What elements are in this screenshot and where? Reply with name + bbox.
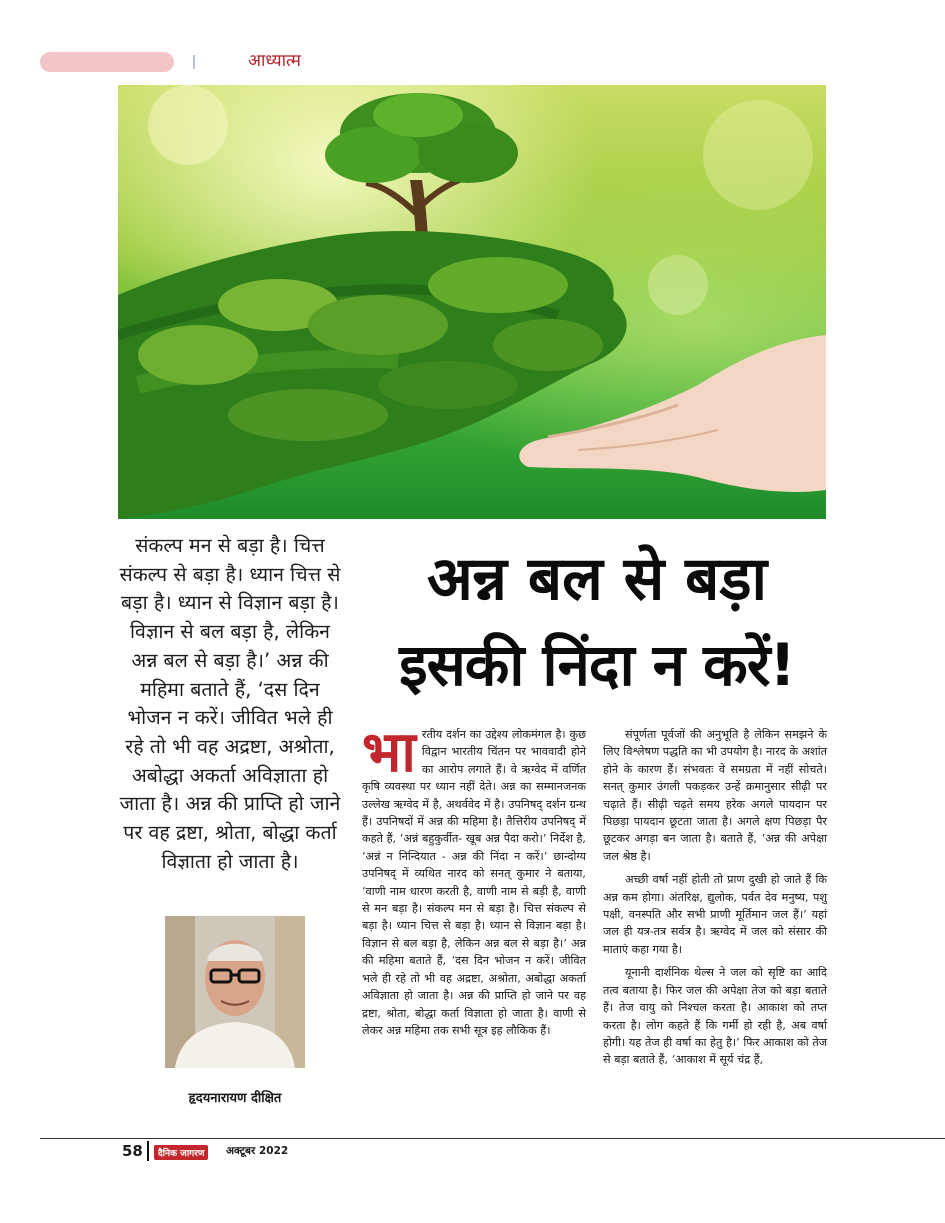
drop-cap: भा (362, 720, 416, 785)
hero-illustration (118, 85, 826, 519)
author-name: हृदयनारायण दीक्षित (188, 1091, 282, 1106)
paragraph-text: रतीय दर्शन का उद्देश्य लोकमंगल है। कुछ विद्वान भारतीय चिंतन पर भाववादी होने का आरोप लगाते हैं। वे ऋग्वेद में वर्णित कृषि व्यवस्था पर ध्यान नहीं देते। अन्न का सम्मानजनक उल्लेख ऋग्वेद में है, अथर्ववेद में है। उपनिषद् दर्शन ग्रन्थ हैं। उपनिषदों में अन्न की महिमा है। तैत्तिरीय उपनिषद् में कहते हैं, ‘अन्नं बहुकुर्वीत- खूब अन्न पैदा करो।’ निर्देश है, ‘अन्नं न निन्दियात - अन्न की निंदा न करें।’ छान्दोग्य उपनिषद् में व्यथित नारद को सनत् कुमार ने बताया, ‘वाणी नाम धारण करती है, वाणी नाम से बड़ी है, वाणी से मन बड़ा है। संकल्प मन से बड़ा है। चित्त संकल्प से बड़ा है। ध्यान चित्त से बड़ा है। ध्यान से विज्ञान बड़ा है। विज्ञान से बल बड़ा है, लेकिन अन्न बल से बड़ा है।’ अन्न की महिमा बताते हैं, ‘दस दिन भोजन न करें। जीवित भले ही रहे तो भी वह अद्रष्टा, अश्रोता, अबोद्धा अकर्ता अविज्ञाता हो जाता है। अन्न की प्राप्ति हो जाने पर वह द्रष्टा, श्रोता, बोद्धा कर्ता विज्ञाता हो जाता है। वाणी से लेकर अन्न महिमा तक सभी सूत्र इह लौकिक हैं। (362, 728, 586, 1037)
article-paragraph (362, 720, 586, 1039)
footer-separator (147, 1141, 149, 1161)
header-separator (193, 55, 195, 69)
issue-date: अक्टूबर 2022 (226, 1145, 289, 1157)
author-photo (165, 916, 305, 1068)
article-column-1 (362, 720, 586, 1045)
header-pill (40, 52, 174, 72)
headline-line-1: अन्न बल से बड़ा (426, 544, 768, 614)
hero-image (118, 85, 826, 519)
page-number: 58 (122, 1142, 143, 1160)
magazine-logo: दैनिक जागरण (154, 1145, 208, 1160)
article-paragraph: अच्छी वर्षा नहीं होती तो प्राण दुखी हो जाते हैं कि अन्न कम होगा। अंतरिक्ष, द्युलोक, पर्वत देव मनुष्य, पशु पक्षी, वनस्पति और सभी प्राणी मूर्तिमान जल हैं।’ यहां जल ही यत्र-तत्र सर्वत्र है। ऋग्वेद में जल को संसार की माताएं कहा गया है। (603, 873, 827, 956)
pull-quote: संकल्प मन से बड़ा है। चित्त संकल्प से बड़ा है। ध्यान चित्त से बड़ा है। ध्यान से विज्ञान बड़ा है। विज्ञान से बल बड़ा है, लेकिन अन्न बल से बड़ा है।’ अन्न की महिमा बताते हैं, ‘दस दिन भोजन न करें। जीवित भले ही रहे तो भी वह अद्रष्टा, अश्रोता, अबोद्धा अकर्ता अविज्ञाता हो जाता है। अन्न की प्राप्ति हो जाने पर वह द्रष्टा, श्रोता, बोद्धा कर्ता विज्ञाता हो जाता है। (119, 534, 341, 873)
headline-line-2: इसकी निंदा न करें! (399, 631, 795, 699)
article-headline (352, 536, 842, 708)
article-paragraph: यूनानी दार्शनिक थेल्स ने जल को सृष्टि का आदि तत्व बताया है। फिर जल की अपेक्षा तेज को बड़ा बताते हैं। तेज वायु को निश्चल करता है। आकाश को तप्त करता है। लोग कहते हैं कि गर्मी हो रही है, अब वर्षा होगी। यह तेज ही वर्षा का हेतु है।’ फिर आकाश को तेज से बड़ा बताते हैं, ‘आकाश में सूर्य चंद्र हैं, (603, 966, 827, 1067)
article-column-2 (603, 726, 827, 1075)
author-portrait (165, 916, 305, 1068)
footer-rule (40, 1138, 945, 1139)
section-label: आध्यात्म (248, 51, 301, 71)
article-paragraph: संपूर्णता पूर्वजों की अनुभूति है लेकिन समझने के लिए विश्लेषण पद्धति का भी उपयोग है। नारद के अशांत होने के कारण हैं। संभवतः वे समग्रता में नहीं सोचते। सनत् कुमार उंगली पकड़कर उन्हें क्रमानुसार सीढ़ी पर चढ़ाते हैं। सीढ़ी चढ़ते समय हरेक अगले पायदान पर पिछड़ा पायदान छूटता जाता है। अगले क्षण पिछड़ा पैर छूटकर अगड़ा बन जाता है। बताते हैं, ‘अन्न की अपेक्षा जल श्रेष्ठ है। (603, 728, 827, 863)
